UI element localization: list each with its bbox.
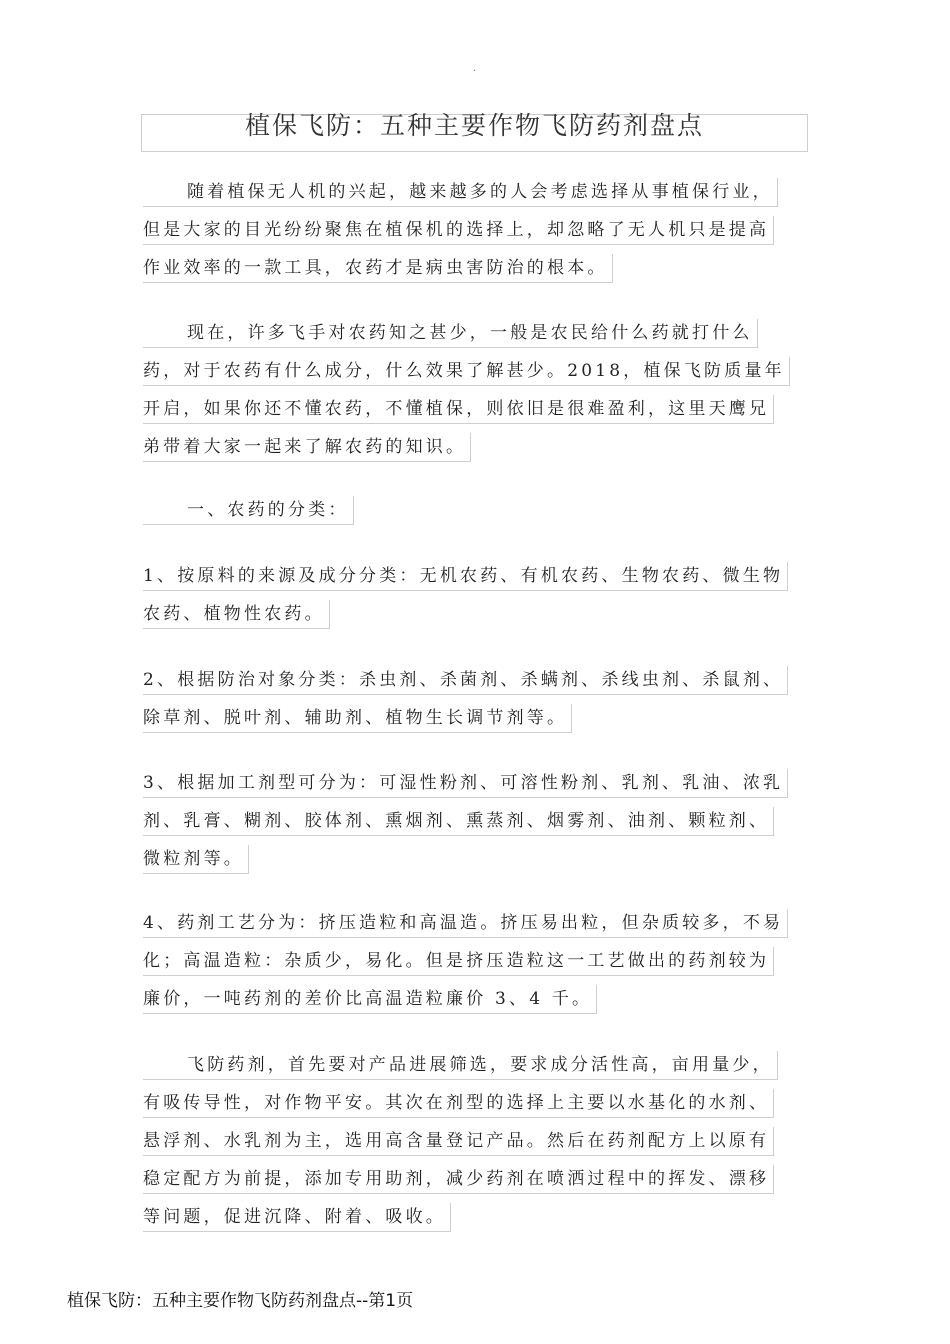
page-footer: 植保飞防：五种主要作物飞防药剂盘点--第1页 [67, 1291, 414, 1311]
text-line: 2、根据防治对象分类：杀虫剂、杀菌剂、杀螨剂、杀线虫剂、杀鼠剂、 [143, 666, 788, 695]
text-line: 微粒剂等。 [143, 845, 249, 874]
paragraph-context [143, 319, 803, 471]
text-line: 悬浮剂、水乳剂为主，选用高含量登记产品。然后在药剂配方上以原有 [143, 1127, 774, 1156]
text-line: 等问题，促进沉降、附着、吸收。 [143, 1203, 451, 1232]
text-line: 有吸传导性，对作物平安。其次在剂型的选择上主要以水基化的水剂、 [143, 1089, 774, 1118]
list-item-4 [143, 909, 803, 1023]
text-line: 化；高温造粒：杂质少，易化。但是挤压造粒这一工艺做出的药剂较为 [143, 947, 774, 976]
text-line: 廉价，一吨药剂的差价比高温造粒廉价 3、4 千。 [143, 985, 597, 1014]
text-line: 农药、植物性农药。 [143, 600, 330, 629]
page-title: 植保飞防：五种主要作物飞防药剂盘点 [244, 111, 704, 140]
text-line: 飞防药剂，首先要对产品进展筛选，要求成分活性高，亩用量少， [143, 1051, 778, 1080]
header-dot: · [473, 66, 477, 77]
text-line: 1、按原料的来源及成分分类：无机农药、有机农药、生物农药、微生物 [143, 562, 788, 591]
text-line: 除草剂、脱叶剂、辅助剂、植物生长调节剂等。 [143, 704, 572, 733]
text-line: 4、药剂工艺分为：挤压造粒和高温造。挤压易出粒，但杂质较多，不易 [143, 909, 788, 938]
paragraph-summary [143, 1051, 803, 1241]
text-line: 现在，许多飞手对农药知之甚少，一般是农民给什么药就打什么 [143, 319, 758, 348]
text-line: 3、根据加工剂型可分为：可湿性粉剂、可溶性粉剂、乳剂、乳油、浓乳 [143, 769, 788, 798]
text-line: 剂、乳膏、糊剂、胶体剂、熏烟剂、熏蒸剂、烟雾剂、油剂、颗粒剂、 [143, 807, 774, 836]
text-line: 随着植保无人机的兴起，越来越多的人会考虑选择从事植保行业， [143, 178, 778, 207]
text-line: 作业效率的一款工具，农药才是病虫害防治的根本。 [143, 254, 613, 283]
text-line: 开启，如果你还不懂农药，不懂植保，则依旧是很难盈利，这里天鹰兄 [143, 395, 774, 424]
text-line: 弟带着大家一起来了解农药的知识。 [143, 433, 471, 462]
text-line: 但是大家的目光纷纷聚焦在植保机的选择上，却忽略了无人机只是提高 [143, 216, 774, 245]
text-line: 稳定配方为前提，添加专用助剂，减少药剂在喷洒过程中的挥发、漂移 [143, 1165, 774, 1194]
list-item-2 [143, 666, 803, 742]
list-item-1 [143, 562, 803, 638]
text-line: 一、农药的分类： [143, 496, 354, 525]
text-line: 药，对于农药有什么成分，什么效果了解甚少。2018，植保飞防质量年 [143, 357, 790, 386]
paragraph-intro [143, 178, 803, 292]
section-heading [143, 496, 803, 534]
list-item-3 [143, 769, 803, 883]
